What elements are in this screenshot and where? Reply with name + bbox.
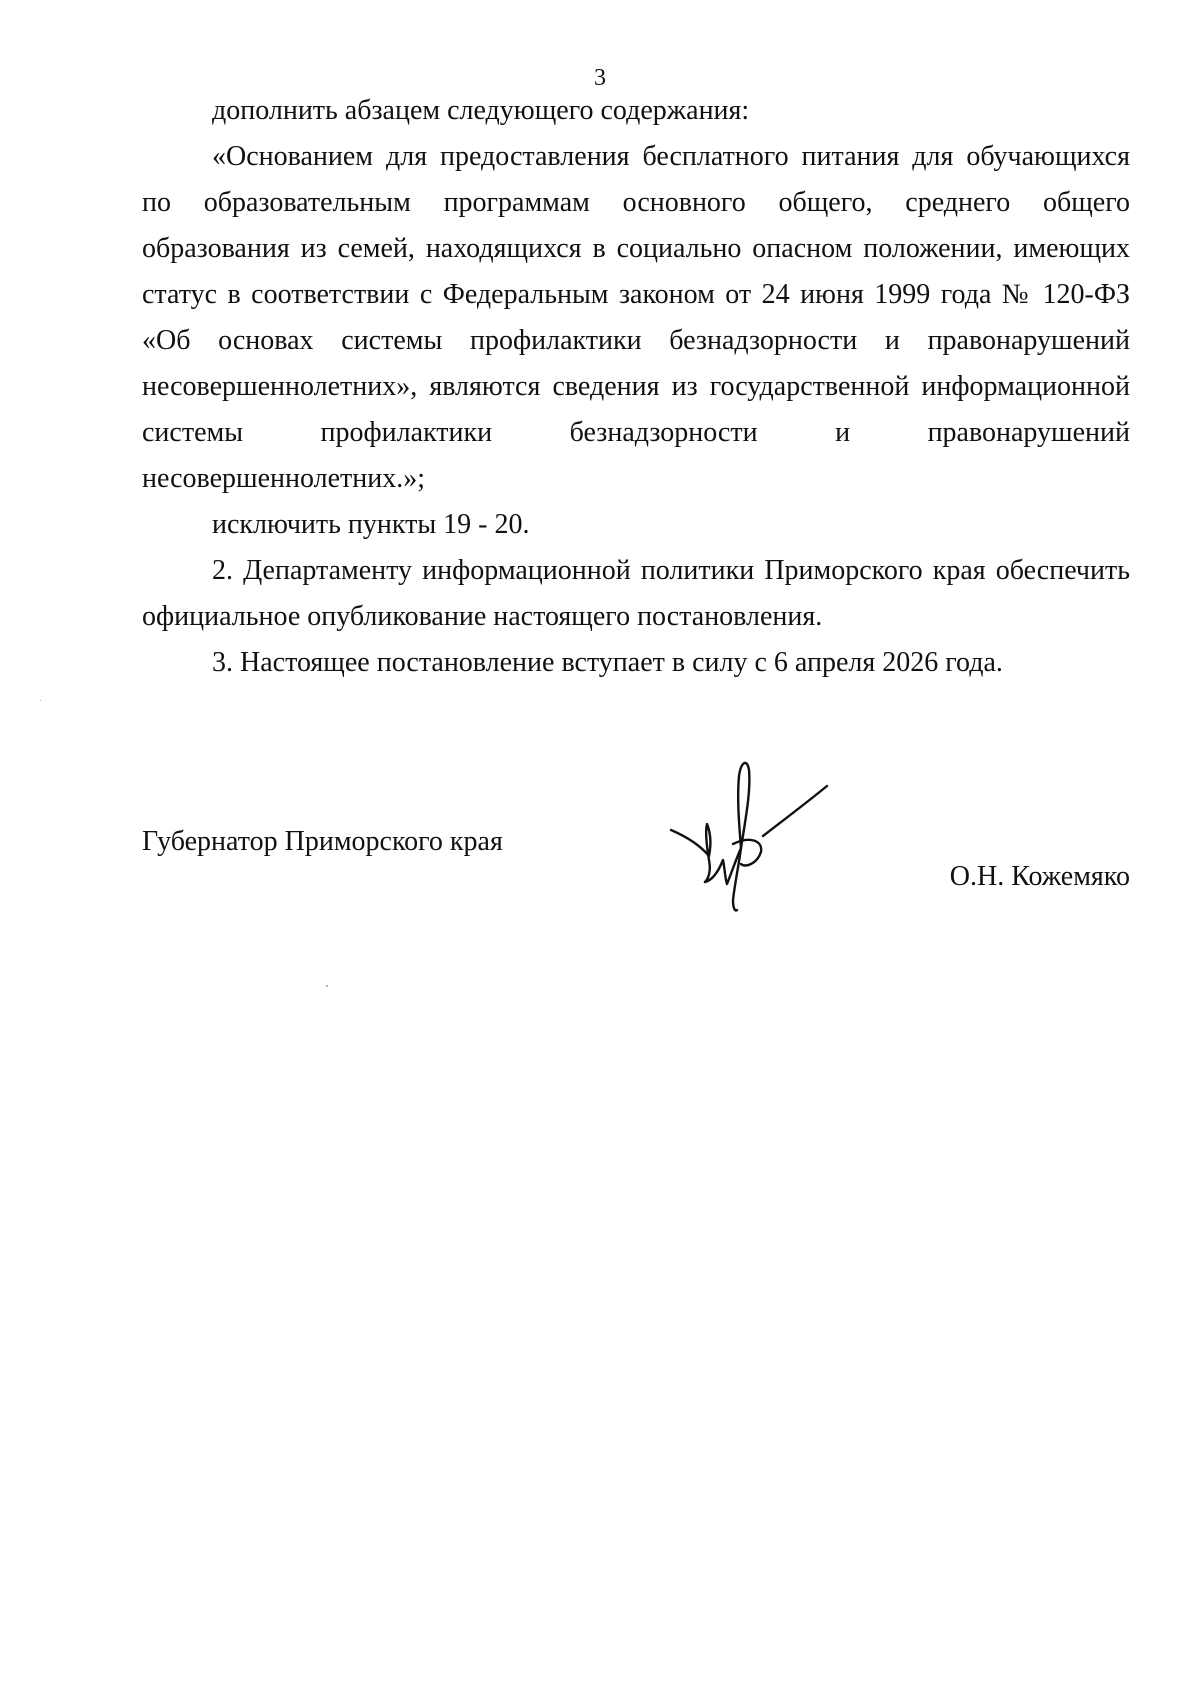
paragraph-clause-3: 3. Настоящее постановление вступает в силу с 6 апреля 2026 года.: [212, 647, 1003, 678]
page-number: 3: [594, 65, 606, 91]
paragraph-amendment-text: «Основанием для предоставления бесплатного питания для обучающихся по образовательным программам основного общего, среднего общего образования из семей, находящихся в социально опасном положении, имеющих статус в соответствии с Федеральным законом от 24 июня 1999 года № 120-ФЗ «Об основах системы профилактики безнадзорности и правонарушений несовершеннолетних», являются сведения из государственной информационной системы профилактики безнадзорности и правонарушений несовершеннолетних.»;: [142, 141, 1130, 494]
document-body: [142, 88, 1130, 686]
signatory-name: О.Н. Кожемяко: [949, 861, 1130, 892]
handwritten-signature: [665, 752, 840, 922]
paragraph-amendment-intro: дополнить абзацем следующего содержания:: [212, 95, 750, 126]
scan-speck: [326, 985, 328, 987]
scan-speck: [40, 700, 41, 701]
paragraph-exclude-items: исключить пункты 19 - 20.: [212, 509, 530, 540]
paragraph-clause-2: 2. Департаменту информационной политики Приморского края обеспечить официальное опубликование настоящего постановления.: [142, 555, 1130, 632]
signature-position-title: Губернатор Приморского края: [142, 826, 503, 857]
